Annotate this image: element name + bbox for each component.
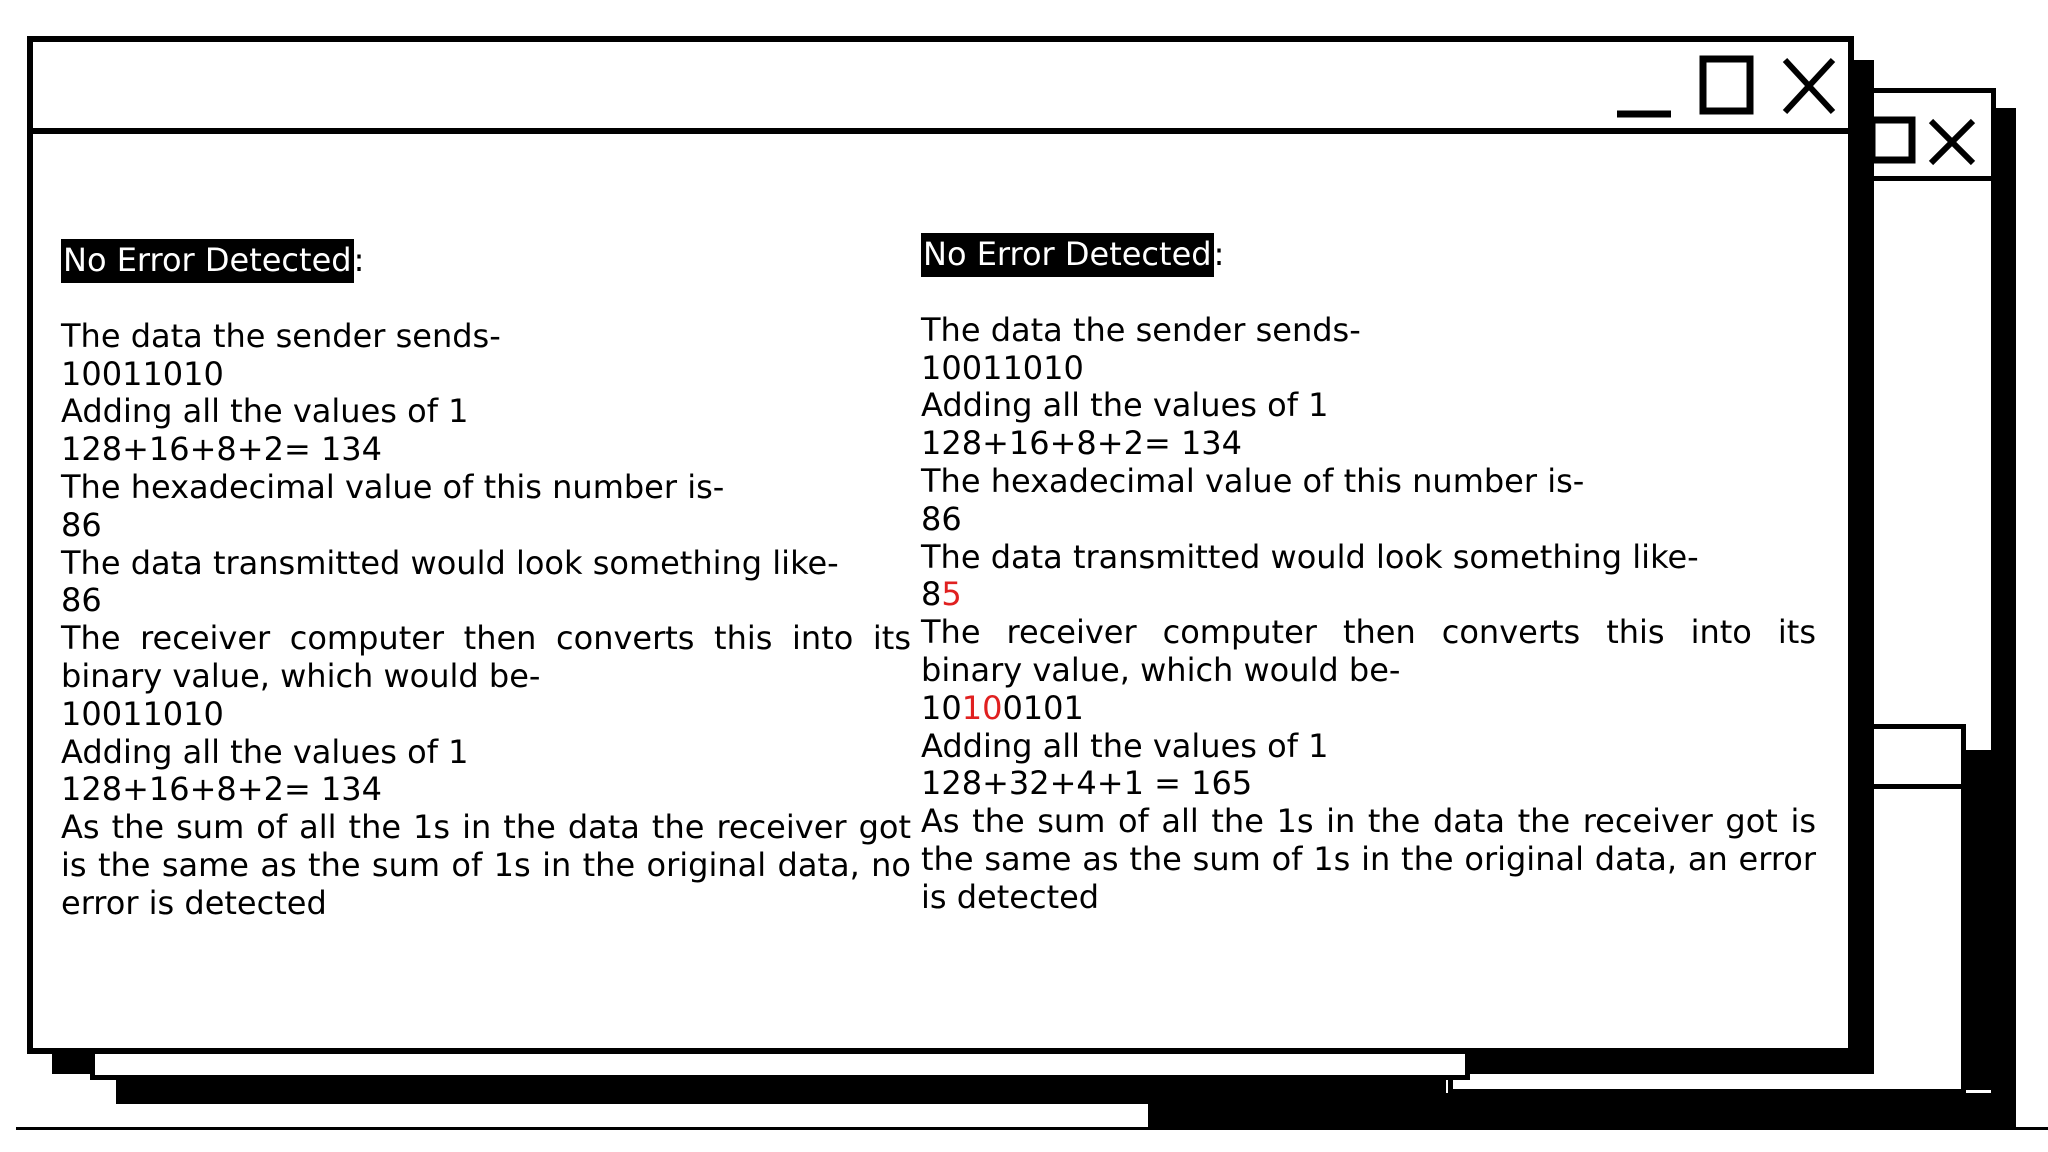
text-line: Adding all the values of 1 — [61, 392, 469, 431]
binary-value: 10011010 — [61, 694, 224, 733]
binary-value: 10011010 — [921, 348, 1084, 387]
error-digit: 5 — [941, 575, 962, 614]
binary-value — [921, 690, 1816, 728]
maximize-icon[interactable] — [1699, 54, 1755, 116]
hex-value: 86 — [61, 505, 102, 544]
text-line: Adding all the values of 1 — [61, 732, 469, 771]
right-explanation-panel — [921, 236, 1816, 917]
heading-colon: : — [353, 241, 365, 279]
close-icon[interactable] — [1927, 117, 1977, 167]
binary-prefix: 10 — [921, 688, 962, 727]
text-line: The hexadecimal value of this number is- — [61, 467, 725, 506]
left-heading-line — [61, 242, 911, 280]
text-line: The data the sender sends- — [921, 310, 1361, 349]
main-window — [27, 36, 1854, 1054]
sum-equation: 128+16+8+2= 134 — [921, 424, 1243, 463]
binary-suffix: 0101 — [1002, 688, 1084, 727]
sum-equation: 128+32+4+1 = 165 — [921, 764, 1253, 803]
conclusion-text: As the sum of all the 1s in the data the receiver got is the same as the sum of 1s in the original data, no error is detected — [61, 808, 911, 922]
baseline-rule — [16, 1127, 2048, 1130]
left-explanation-panel — [61, 242, 911, 923]
text-line: The data transmitted would look something like- — [921, 537, 1699, 576]
sum-equation: 128+16+8+2= 134 — [61, 430, 383, 469]
heading-colon: : — [1213, 235, 1225, 273]
transmitted-prefix: 8 — [921, 575, 942, 614]
sum-equation: 128+16+8+2= 134 — [61, 770, 383, 809]
maximize-icon[interactable] — [1867, 115, 1919, 167]
text-line: Adding all the values of 1 — [921, 386, 1329, 425]
transmitted-value: 86 — [61, 581, 102, 620]
hex-value: 86 — [921, 499, 962, 538]
status-heading: No Error Detected — [921, 233, 1214, 277]
text-line: The receiver computer then converts this into its binary value, which would be- — [921, 613, 1816, 689]
transmitted-value — [921, 576, 1816, 614]
stack-window-2-shadow — [116, 1078, 1446, 1104]
binary-value: 10011010 — [61, 354, 224, 393]
text-line: The data transmitted would look something like- — [61, 543, 839, 582]
error-bits: 10 — [961, 688, 1003, 727]
conclusion-text: As the sum of all the 1s in the data the receiver got is the same as the sum of 1s in the original data, an error is detected — [921, 802, 1816, 916]
text-line: The data the sender sends- — [61, 316, 501, 355]
text-line: The hexadecimal value of this number is- — [921, 461, 1585, 500]
close-icon[interactable] — [1781, 56, 1837, 116]
minimize-icon[interactable] — [1615, 62, 1673, 122]
status-heading: No Error Detected — [61, 239, 354, 283]
main-window-titlebar[interactable] — [33, 42, 1848, 134]
right-heading-line — [921, 236, 1816, 274]
text-line: Adding all the values of 1 — [921, 726, 1329, 765]
text-line: The receiver computer then converts this into its binary value, which would be- — [61, 619, 911, 695]
